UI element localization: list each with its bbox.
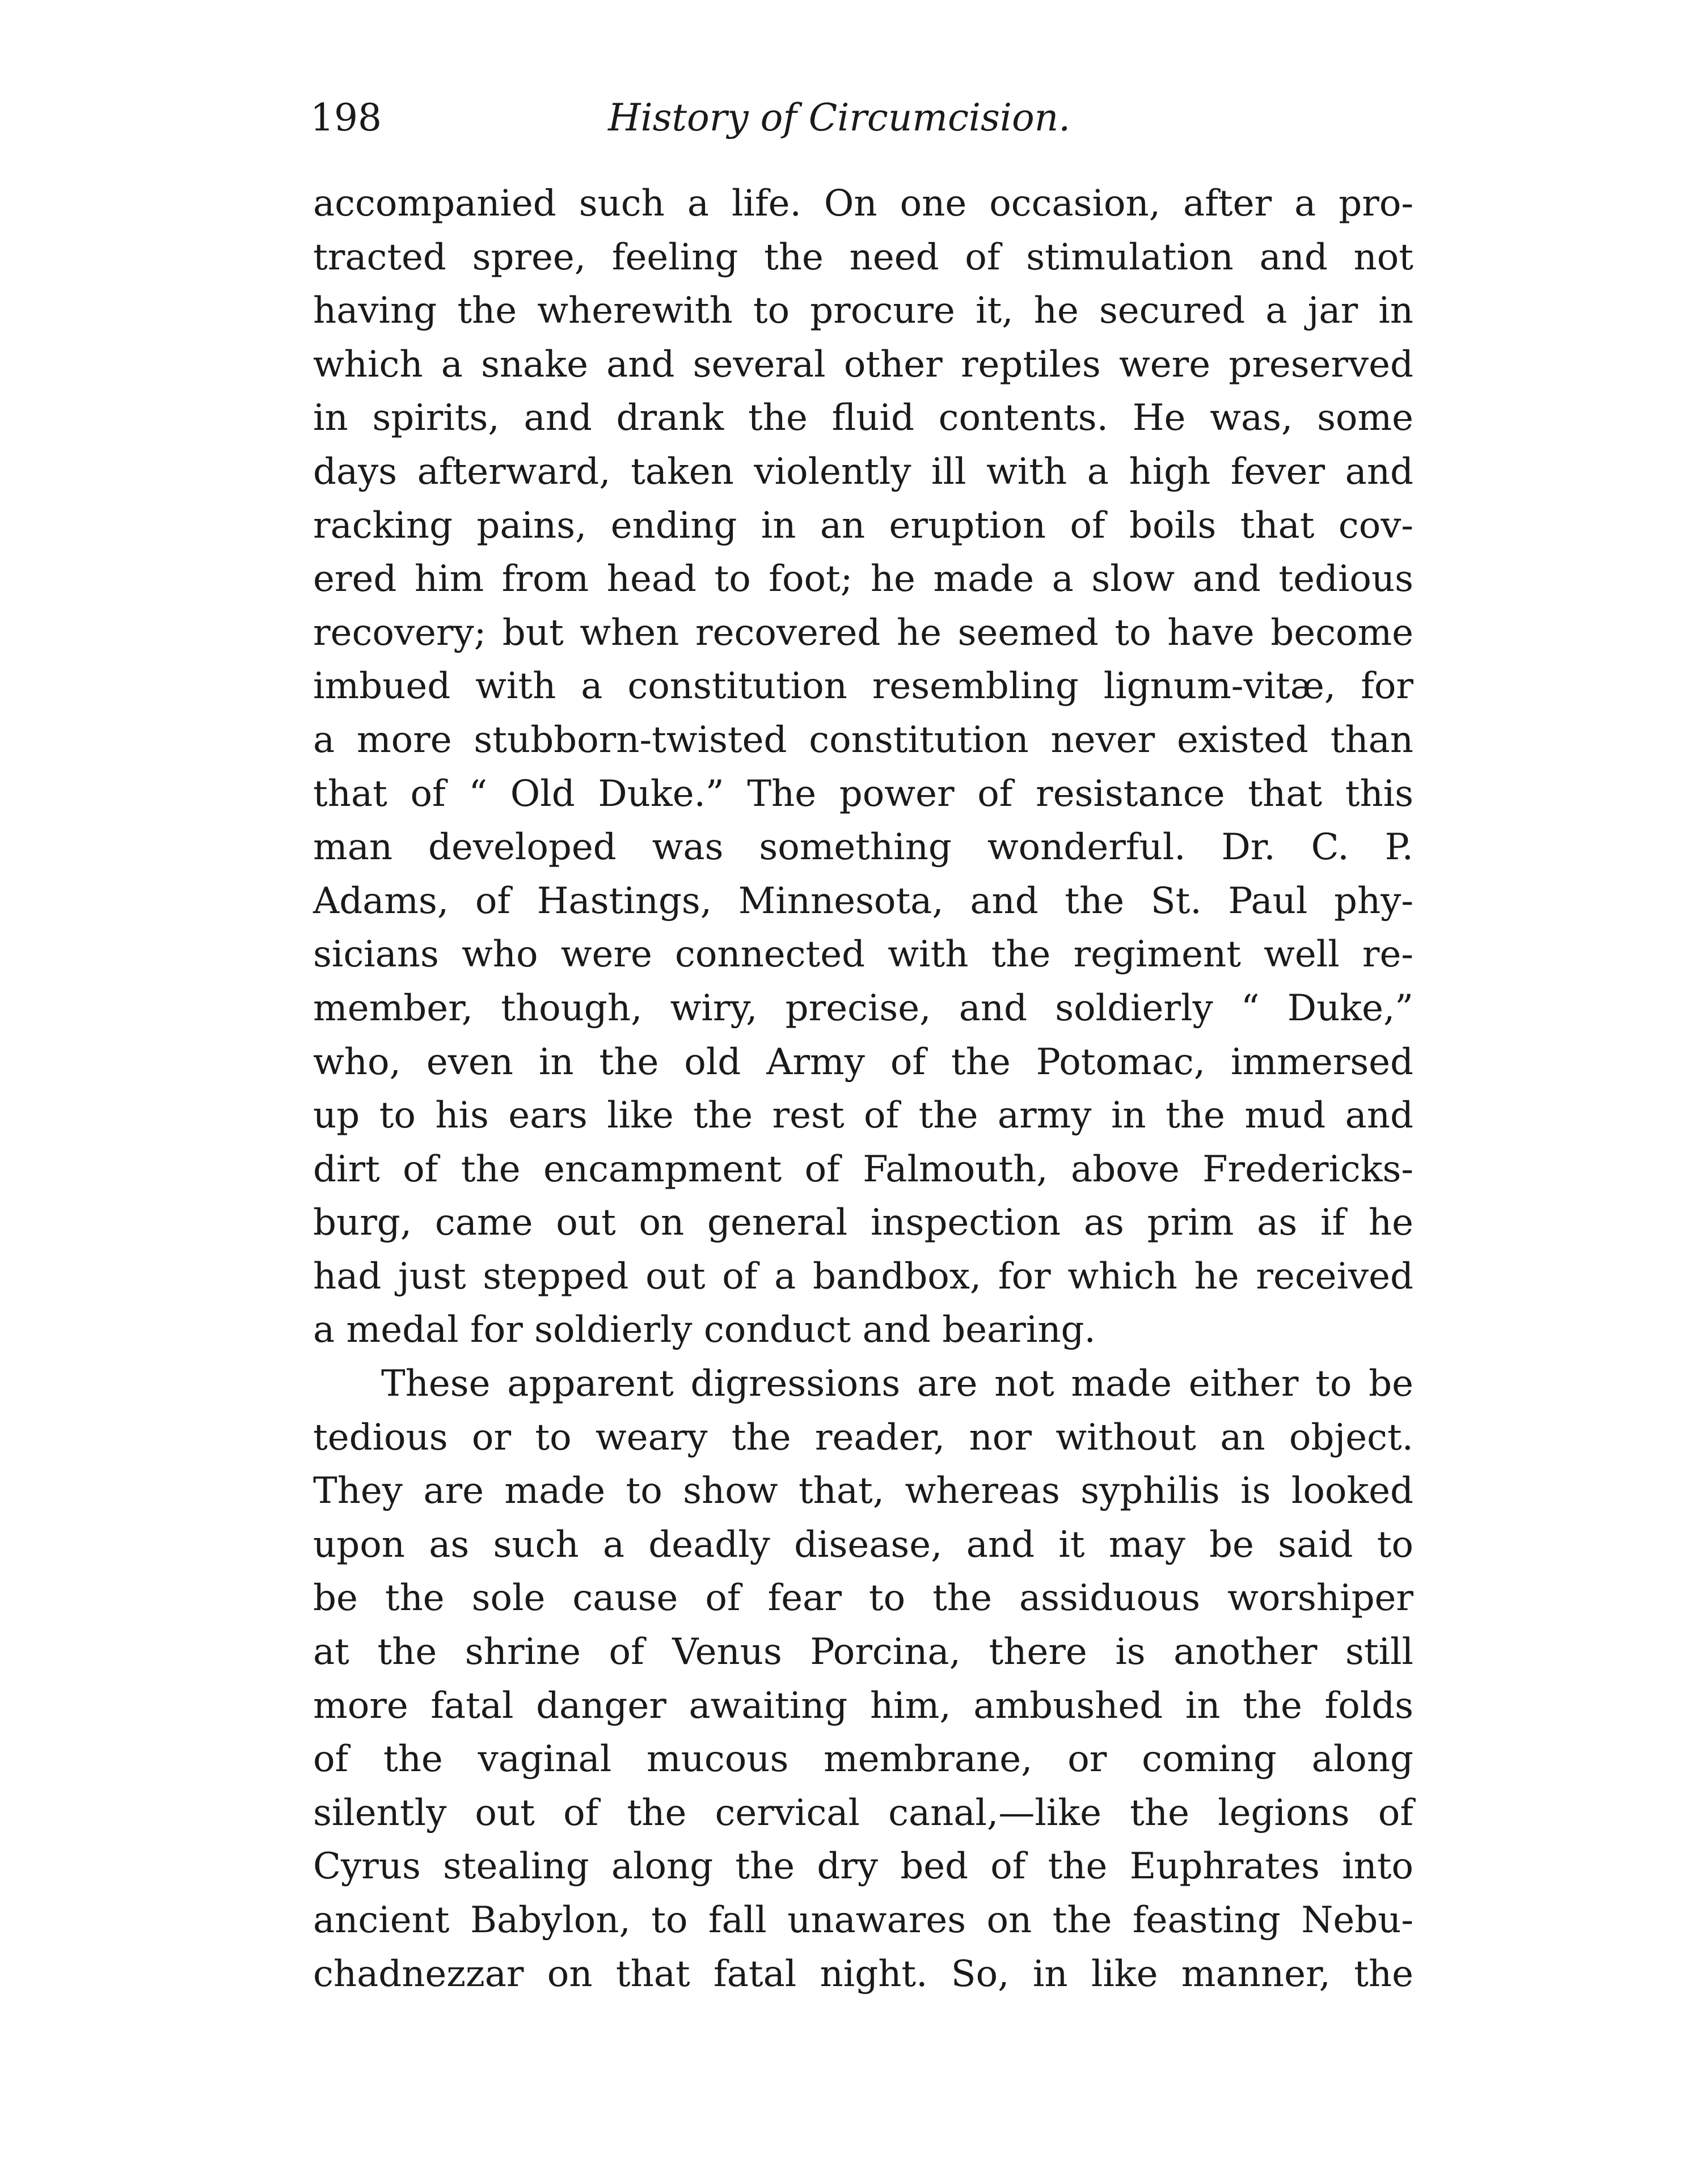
text-line: Adams, of Hastings, Minnesota, and the St. Paul phy-: [313, 880, 1413, 922]
text-line: dirt of the encampment of Falmouth, above Fredericks-: [313, 1148, 1413, 1190]
text-line: upon as such a deadly disease, and it may be said to: [313, 1523, 1413, 1566]
paragraph-2: [313, 1357, 1413, 2001]
text-line: ered him from head to foot; he made a slow and tedious: [313, 558, 1413, 601]
text-line: recovery; but when recovered he seemed to have become: [313, 611, 1413, 654]
text-line: These apparent digressions are not made either to be: [381, 1363, 1413, 1405]
page-number: 198: [310, 96, 382, 140]
text-line: imbued with a constitution resembling lignum-vitæ, for: [313, 665, 1413, 708]
text-line: silently out of the cervical canal,—like the legions of: [313, 1792, 1413, 1834]
text-line: up to his ears like the rest of the army in the mud and: [313, 1095, 1413, 1137]
text-line: ancient Babylon, to fall unawares on the feasting Nebu-: [313, 1899, 1413, 1941]
text-line: be the sole cause of fear to the assiduous worshiper: [313, 1577, 1413, 1620]
text-line: member, though, wiry, precise, and soldierly “ Duke,”: [313, 987, 1413, 1029]
text-line: who, even in the old Army of the Potomac, immersed: [313, 1041, 1413, 1083]
text-line: which a snake and several other reptiles were preserved: [313, 343, 1413, 386]
text-line: man developed was something wonderful. Dr. C. P.: [313, 826, 1413, 869]
running-title: History of Circumcision.: [608, 96, 1071, 140]
text-line: racking pains, ending in an eruption of boils that cov-: [313, 504, 1413, 547]
text-line: tedious or to weary the reader, nor without an object.: [313, 1416, 1413, 1459]
text-line: in spirits, and drank the fluid contents. He was, some: [313, 397, 1413, 440]
text-line: of the vaginal mucous membrane, or coming along: [313, 1738, 1413, 1781]
text-line: a medal for soldierly conduct and bearing.: [313, 1309, 1096, 1351]
text-line: days afterward, taken violently ill with a high fever and: [313, 450, 1413, 493]
text-line: Cyrus stealing along the dry bed of the Euphrates into: [313, 1845, 1413, 1888]
text-line: more fatal danger awaiting him, ambushed in the folds: [313, 1684, 1413, 1727]
text-line: a more stubborn-twisted constitution never existed than: [313, 719, 1413, 761]
body-text: [313, 177, 1413, 2001]
text-line: They are made to show that, whereas syphilis is looked: [313, 1470, 1413, 1513]
paragraph-1: [313, 177, 1413, 1357]
text-line: accompanied such a life. On one occasion, after a pro-: [313, 183, 1413, 225]
text-line: burg, came out on general inspection as prim as if he: [313, 1202, 1413, 1244]
text-line: sicians who were connected with the regiment well re-: [313, 933, 1413, 976]
text-line: had just stepped out of a bandbox, for which he received: [313, 1255, 1413, 1298]
text-line: at the shrine of Venus Porcina, there is another still: [313, 1631, 1413, 1674]
text-line: having the wherewith to procure it, he secured a jar in: [313, 290, 1413, 332]
text-line: chadnezzar on that fatal night. So, in like manner, the: [313, 1953, 1413, 1995]
text-line: tracted spree, feeling the need of stimulation and not: [313, 236, 1413, 278]
text-line: that of “ Old Duke.” The power of resistance that this: [313, 772, 1413, 815]
